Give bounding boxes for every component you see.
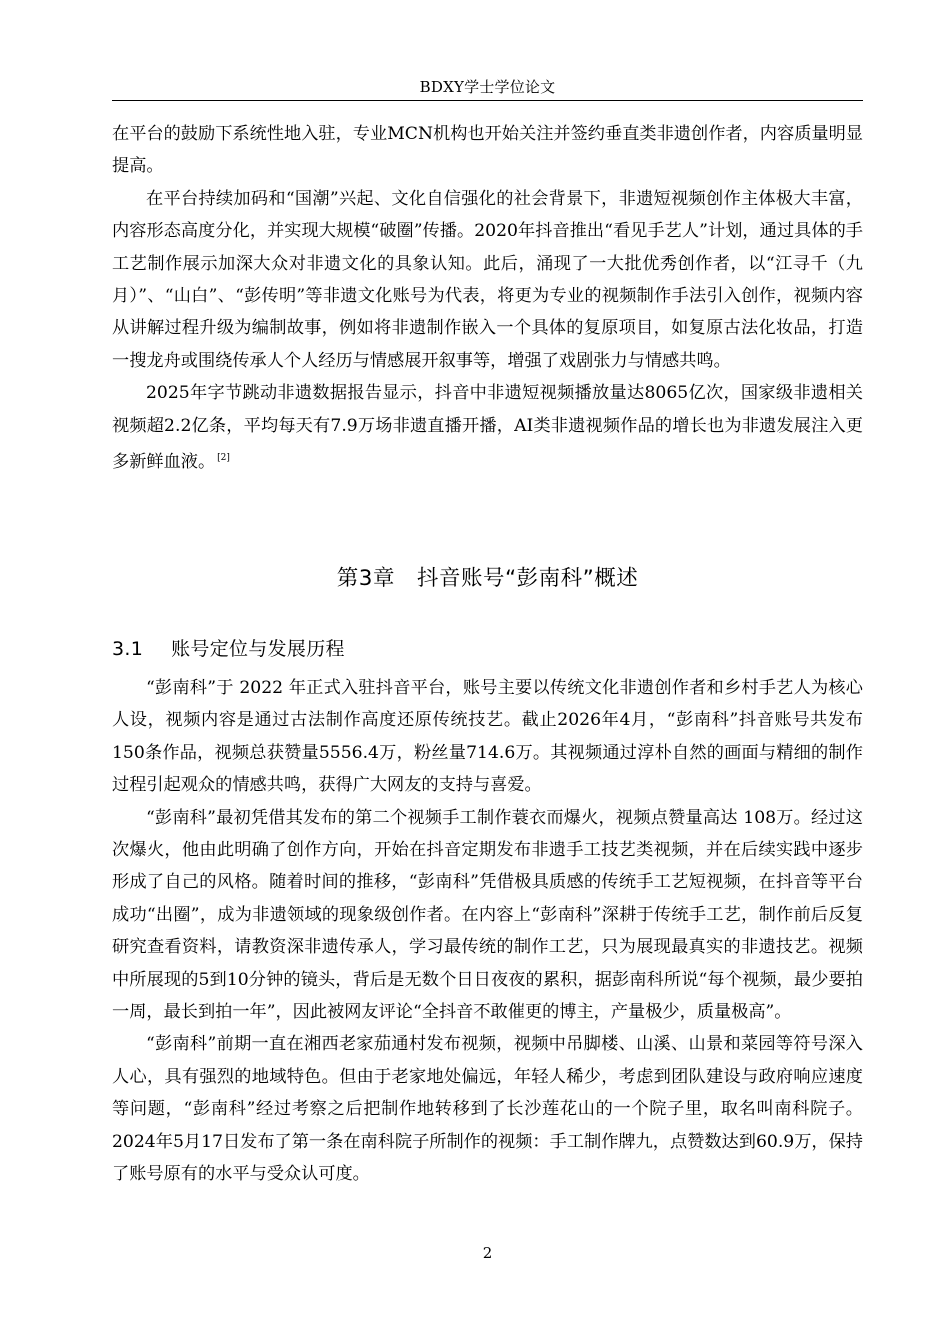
paragraph: “彭南科”最初凭借其发布的第二个视频手工制作蓑衣而爆火，视频点赞量高达 108万。经过这次爆火，他由此明确了创作方向，开始在抖音定期发布非遗手工技艺类视频，并在后续实践中逐步形成了自己的风格。随着时间的推移，“彭南科”凭借极具质感的传统手工艺短视频，在抖音等平台成功“出圈”，成为非遗领域的现象级创作者。在内容上“彭南科”深耕于传统手工艺，制作前后反复研究查看资料，请教资深非遗传承人，学习最传统的制作工艺，只为展现最真实的非遗技艺。视频中所展现的5到10分钟的镜头，背后是无数个日日夜夜的累积，据彭南科所说“每个视频，最少要拍一周，最长到拍一年”，因此被网友评论“全抖音不敢催更的博主，产量极少，质量极高”。 [112,807,863,1023]
paragraph-with-citation [112,377,863,478]
paragraph-text: 2025年字节跳动非遗数据报告显示，抖音中非遗短视频播放量达8065亿次，国家级非遗相关视频超2.2亿条，平均每天有7.9万场非遗直播开播，AI类非遗视频作品的增长也为非遗发展注入更多新鲜血液。 [112,383,863,473]
running-header: BDXY学士学位论文 [419,78,556,96]
paragraph: 在平台的鼓励下系统性地入驻，专业MCN机构也开始关注并签约垂直类非遗创作者，内容质量明显提高。 [112,124,863,177]
paragraph: “彭南科”前期一直在湘西老家茄通村发布视频，视频中吊脚楼、山溪、山景和菜园等符号深入人心，具有强烈的地域特色。但由于老家地处偏远，年轻人稀少，考虑到团队建设与政府响应速度等问题，“彭南科”经过考察之后把制作地转移到了长沙莲花山的一个院子里，取名叫南科院子。2024年5月17日发布了第一条在南科院子所制作的视频：手工制作牌九，点赞数达到60.9万，保持了账号原有的水平与受众认可度。 [112,1034,863,1185]
chapter-title: 抖音账号“彭南科”概述 [416,566,639,591]
section-title: 账号定位与发展历程 [171,638,345,660]
page-number: 2 [482,1244,493,1262]
header-divider [112,100,863,101]
chapter-heading [112,561,863,592]
section-heading [112,634,345,661]
section-number: 3.1 [112,638,144,660]
citation-marker: [2] [217,453,230,464]
body-text-top [112,118,863,478]
paragraph: 在平台持续加码和“国潮”兴起、文化自信强化的社会背景下，非遗短视频创作主体极大丰富，内容形态高度分化，并实现大规模“破圈”传播。2020年抖音推出“看见手艺人”计划，通过具体的手工艺制作展示加深大众对非遗文化的具象认知。此后，涌现了一大批优秀创作者，以“江寻千（九月）”、“山白”、“彭传明”等非遗文化账号为代表，将更为专业的视频制作手法引入创作，视频内容从讲解过程升级为编制故事，例如将非遗制作嵌入一个具体的复原项目，如复原古法化妆品，打造一搜龙舟或围绕传承人个人经历与情感展开叙事等，增强了戏剧张力与情感共鸣。 [112,188,863,371]
chapter-number: 第3章 [336,566,395,591]
body-text-bottom [112,672,863,1191]
paragraph: “彭南科”于 2022 年正式入驻抖音平台，账号主要以传统文化非遗创作者和乡村手艺人为核心人设，视频内容是通过古法制作高度还原传统技艺。截止2026年4月，“彭南科”抖音账号共发布150条作品，视频总获赞量5556.4万，粉丝量714.6万。其视频通过淳朴自然的画面与精细的制作过程引起观众的情感共鸣，获得广大网友的支持与喜爱。 [112,678,863,796]
